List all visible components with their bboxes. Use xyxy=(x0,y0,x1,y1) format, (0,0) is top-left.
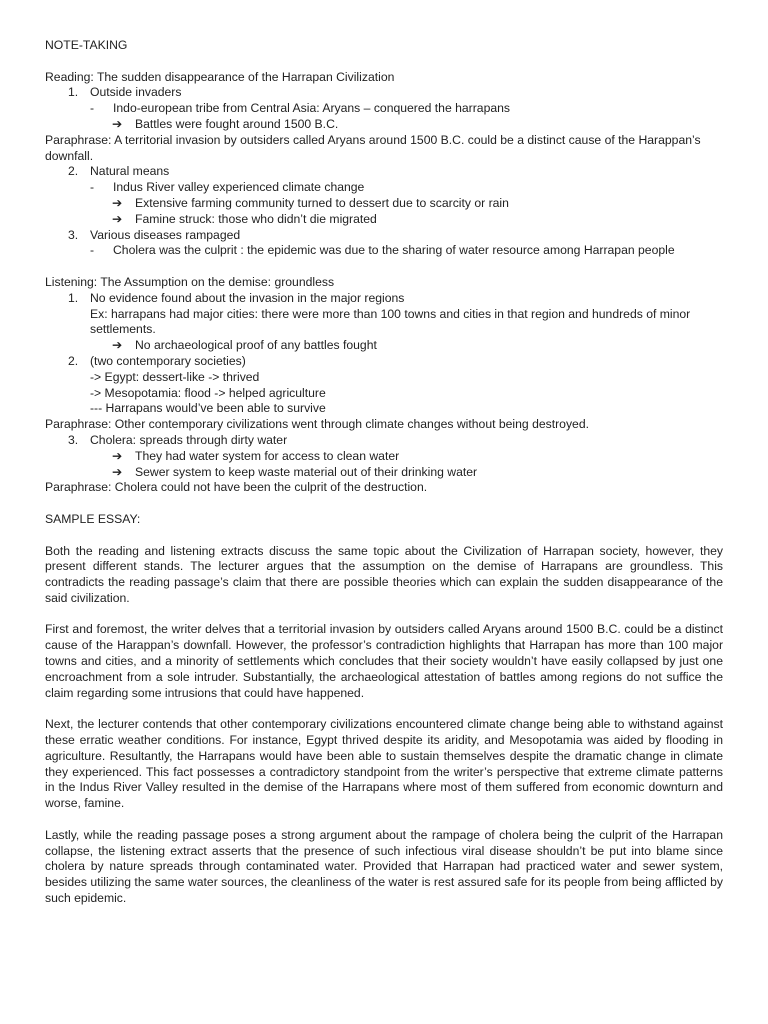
list-item-text: Natural means xyxy=(90,164,170,179)
list-item-text: Outside invaders xyxy=(90,85,182,100)
list-item-text: Various diseases rampaged xyxy=(90,227,241,242)
reading-point-2-arrow-1 xyxy=(45,196,723,212)
list-number: 2. xyxy=(68,164,79,179)
listening-point-3-arrow-2 xyxy=(45,465,723,481)
list-item-text: Indus River valley experienced climate change xyxy=(113,180,365,195)
list-item-text: No evidence found about the invasion in the major regions xyxy=(90,290,405,305)
dash-bullet: - xyxy=(90,101,95,116)
list-number: 3. xyxy=(68,432,79,447)
essay-paragraph-2: First and foremost, the writer delves that a territorial invasion by outsiders called Aryans around 1500 B.C. could be a distinct cause of the Harappan’s downfall. However, the professor’s contradiction highlights that Harrapan has more than 100 major towns and cities, and a minority of settlements which concludes that their society wouldn’t have easily collapsed by just one encroachment from a sole intruder. Substantially, the archaeological attestation of battles among regions do not suffice the claim regarding some intrusions that could have happened. xyxy=(45,622,723,700)
list-item-text: They had water system for access to clean water xyxy=(135,448,400,463)
listening-point-1-example: Ex: harrapans had major cities: there were more than 100 towns and cities in that region and hundreds of minor settlements. xyxy=(90,306,691,337)
arrow-right-icon: ➔ xyxy=(112,448,123,463)
list-item-text: No archaeological proof of any battles fought xyxy=(135,338,377,353)
paraphrase-1: Paraphrase: A territorial invasion by outsiders called Aryans around 1500 B.C. could be a distinct cause of the Harappan’s downfall. xyxy=(45,132,701,163)
list-item-text: Sewer system to keep waste material out of their drinking water xyxy=(135,464,478,479)
reading-point-3 xyxy=(45,228,723,244)
arrow-right-icon: ➔ xyxy=(112,116,123,131)
list-number: 3. xyxy=(68,227,79,242)
list-item-text: Indo-european tribe from Central Asia: Aryans – conquered the harrapans xyxy=(113,101,511,116)
paraphrase-2: Paraphrase: Other contemporary civilizations went through climate changes without being destroyed. xyxy=(45,417,589,432)
sample-essay-heading: SAMPLE ESSAY: xyxy=(45,511,141,526)
arrow-right-icon: ➔ xyxy=(112,195,123,210)
essay-paragraph-1: Both the reading and listening extracts discuss the same topic about the Civilization of Harrapan society, however, they present different stands. The lecturer argues that the assumption on the demise of Harrapans are groundless. This contradicts the reading passage’s claim that there are possible theories which can explain the sudden disappearance of the said civilization. xyxy=(45,543,723,605)
listening-point-3 xyxy=(45,433,723,449)
document-page xyxy=(45,38,723,907)
list-item-text: Battles were fought around 1500 B.C. xyxy=(135,116,339,131)
reading-point-2 xyxy=(45,164,723,180)
essay-paragraph-3: Next, the lecturer contends that other contemporary civilizations encountered climate change being able to withstand against these erratic weather conditions. For instance, Egypt thrived despite its aridity, and Mesopotamia was aided by flooding in agriculture. Resultantly, the Harrapans would have been able to sustain themselves despite the dramatic change in climate they experienced. This fact possesses a contradictory standpoint from the writer’s perspective that extreme climate patterns in the Indus River Valley resulted in the demise of the Harrapans where most of them suffered from economic downturn and worse, famine. xyxy=(45,717,723,811)
listening-point-1 xyxy=(45,291,723,307)
arrow-right-icon: ➔ xyxy=(112,211,123,226)
list-item-text: Famine struck: those who didn’t die migrated xyxy=(135,211,377,226)
note-taking-heading: NOTE-TAKING xyxy=(45,38,128,52)
listening-point-2-conclusion: --- Harrapans would’ve been able to survive xyxy=(90,401,326,416)
dash-bullet: - xyxy=(90,243,95,258)
essay-paragraph-4: Lastly, while the reading passage poses a strong argument about the rampage of cholera being the culprit of the Harrapan collapse, the listening extract asserts that the presence of such infectious viral disease shouldn’t be put into blame since cholera by nature spreads through contaminated water. Provided that Harrapan had practiced water and sewer system, besides utilizing the same water sources, the cleanliness of the water is rest assured safe for its people from being afflicted by such epidemic. xyxy=(45,827,723,906)
listening-title: Listening: The Assumption on the demise: groundless xyxy=(45,274,335,289)
list-number: 1. xyxy=(68,290,79,305)
listening-point-1-arrow xyxy=(45,338,723,354)
list-number: 1. xyxy=(68,85,79,100)
listening-point-3-arrow-1 xyxy=(45,449,723,465)
reading-point-1 xyxy=(45,85,723,101)
list-item-text: Cholera: spreads through dirty water xyxy=(90,432,288,447)
reading-point-1-sub xyxy=(45,101,723,117)
reading-point-2-arrow-2 xyxy=(45,212,723,228)
listening-point-2-egypt: -> Egypt: dessert-like -> thrived xyxy=(90,369,260,384)
listening-point-2 xyxy=(45,354,723,370)
list-item-text: Cholera was the culprit : the epidemic was due to the sharing of water resource among Harrapan people xyxy=(113,243,675,258)
listening-point-2-mesopotamia: -> Mesopotamia: flood -> helped agriculture xyxy=(90,385,326,400)
list-item-text: Extensive farming community turned to dessert due to scarcity or rain xyxy=(135,195,509,210)
reading-point-3-sub xyxy=(45,243,723,259)
arrow-right-icon: ➔ xyxy=(112,338,123,353)
list-item-text: (two contemporary societies) xyxy=(90,353,246,368)
reading-title: Reading: The sudden disappearance of the Harrapan Civilization xyxy=(45,69,395,84)
arrow-right-icon: ➔ xyxy=(112,464,123,479)
essay-body xyxy=(45,544,723,907)
reading-point-2-sub xyxy=(45,180,723,196)
dash-bullet: - xyxy=(90,180,95,195)
list-number: 2. xyxy=(68,353,79,368)
paraphrase-3: Paraphrase: Cholera could not have been the culprit of the destruction. xyxy=(45,480,428,495)
reading-point-1-arrow xyxy=(45,117,723,133)
